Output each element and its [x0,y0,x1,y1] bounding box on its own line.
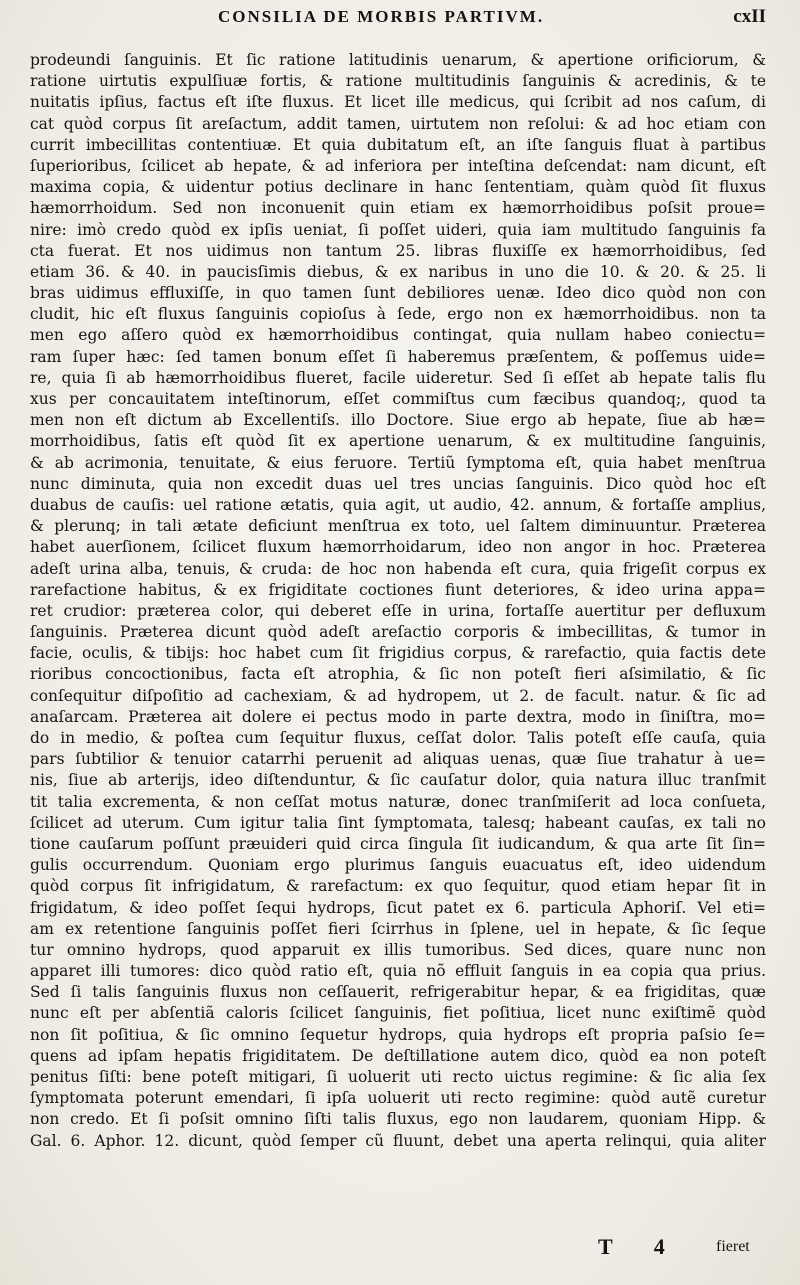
text-line: facie, oculis, & tibijs: hoc habet cum ſit frigidius corpus, & rarefactio, quia factis dete [30,644,766,663]
text-line: prodeundi ſanguinis. Et ſic ratione latitudinis uenarum, & apertione orificiorum, & [30,51,766,69]
text-line: tit talia excrementa, & non ceſſat motus naturæ, donec tranſmiſerit ad loca conſueta, [30,792,766,811]
text-line: & plerunq; in tali ætate deficiunt menſtrua ex toto, uel ſaltem diminuuntur. Præterea [30,517,766,536]
text-line: tione cauſarum poſſunt præuideri quid circa ſingula ſit iudicandum, & qua arte ſit ſin= [30,834,766,853]
text-line: adeſt urina alba, tenuis, & cruda: de hoc non habenda eſt cura, quia frigeſit corpus ex [30,559,766,578]
text-line: rioribus concoctionibus, facta eſt atrophia, & ſic non poteſt fieri aſsimilatio, & ſic [30,665,766,684]
body-text [30,50,766,1152]
text-line: nis, ſiue ab arterijs, ideo diſtenduntur, & ſic cauſatur dolor, quia natura illuc tranſmit [30,771,766,790]
text-line: Gal. 6. Aphor. 12. dicunt, quòd ſemper cũ fluunt, debet una aperta relinqui, quia aliter [30,1131,766,1150]
text-line: re, quia ſi ab hæmorrhoidibus flueret, facile uideretur. Sed ſi eſſet ab hepate talis flu [30,368,766,387]
text-line: tur omnino hydrops, quod apparuit ex illis tumoribus. Sed dices, quare nunc non [30,940,766,959]
text-line: Sed ſi talis ſanguinis fluxus non ceſſauerit, refrigerabitur hepar, & ea frigiditas, quæ [30,983,766,1002]
text-line: men ego aſſero quòd ex hæmorrhoidibus contingat, quia nullam habeo coniectu= [30,326,766,345]
text-line: pars ſubtilior & tenuior catarrhi peruenit ad aliquas uenas, quæ ſiue trahatur à ue= [30,750,766,769]
text-line: penitus ſiſti: bene poteſt mitigari, ſi uoluerit uti recto uictus regimine: & ſic alia ſex [30,1068,766,1086]
signature-mark: T 4 [598,1234,683,1259]
text-line: ram ſuper hæc: ſed tamen bonum eſſet ſi haberemus præſentem, & poſſemus uide= [30,347,766,366]
text-line: ratione uirtutis expulſiuæ fortis, & ratione multitudinis ſanguinis & acredinis, & te [30,72,766,91]
text-line: anaſarcam. Præterea ait dolere ei pectus modo in parte dextra, modo in ſiniſtra, mo= [30,707,766,726]
text-line: quòd corpus ſit infrigidatum, & rarefactum: ex quo ſequitur, quod etiam hepar ſit in [30,877,766,896]
text-line: cludit, hic eſt fluxus ſanguinis copioſus à ſede, ergo non ex hæmorrhoidibus. non ta [30,305,766,324]
text-line: ſymptomata poterunt emendari, ſi ipſa uoluerit uti recto regimine: quòd autẽ curetur [30,1089,766,1108]
text-line: hæmorrhoidum. Sed non inconuenit quin etiam ex hæmorrhoidibus poſsit proue= [30,199,766,218]
text-line: non ſit poſitiua, & ſic omnino ſequetur hydrops, quia hydrops eſt propria paſsio ſe= [30,1025,766,1044]
text-line: ſcilicet ad uterum. Cum igitur talia ſint ſymptomata, talesq; habeant cauſas, ex tali no [30,813,766,832]
page-footer [0,1234,800,1262]
text-line: maxima copia, & uidentur potius declinare in hanc ſententiam, quàm quòd ſit fluxus [30,178,766,197]
text-line: etiam 36. & 40. in paucisſimis diebus, & ex naribus in uno die 10. & 20. & 25. li [30,262,766,281]
text-line: & ab acrimonia, tenuitate, & eius feruore. Tertiũ ſymptoma eſt, quia habet menſtrua [30,453,766,472]
text-line: cta fuerat. Et nos uidimus non tantum 25. libras fluxiſſe ex hæmorrhoidibus, ſed [30,241,766,260]
text-line: cat quòd corpus ſit areſactum, addit tamen, uirtutem non reſolui: & ad hoc etiam con [30,114,766,133]
text-line: nuitatis ipſius, factus eſt iſte fluxus. Et licet ille medicus, qui ſcribit ad nos caſum, di [30,93,766,112]
text-line: habet auerſionem, ſcilicet fluxum hæmorrhoidarum, ideo non angor in hoc. Præterea [30,538,766,557]
text-line: conſequitur diſpoſitio ad cachexiam, & ad hydropem, ut 2. de facult. natur. & ſic ad [30,686,766,705]
text-line: ret crudior: præterea color, qui deberet eſſe in urina, fortaſſe auertitur per defluxum [30,601,766,620]
text-line: xus per concauitatem inteſtinorum, eſſet commiſtus cum fæcibus quandoq;, quod ta [30,390,766,408]
text-line: ſanguinis. Præterea dicunt quòd adeſt areſactio corporis & imbecillitas, & tumor in [30,623,766,642]
text-line: bras uidimus effluxiſſe, in quo tamen ſunt debiliores uenæ. Ideo dico quòd non con [30,284,766,303]
text-line: frigidatum, & ideo poſſet ſequi hydrops, ſicut patet ex 6. particula Aphoriſ. Vel eti= [30,898,766,917]
text-line: gulis occurrendum. Quoniam ergo plurimus ſanguis euacuatus eſt, ideo uidendum [30,856,766,875]
text-line: nunc diminuta, quia non excedit duas uel tres uncias ſanguinis. Dico quòd hoc eſt [30,474,766,493]
text-line: apparet illi tumores: dico quòd ratio eſt, quia nõ effluit ſanguis in ea copia qua prius. [30,962,766,981]
text-line: ſuperioribus, ſcilicet ab hepate, & ad inferiora per inteſtina deſcendat: nam dicunt, eſt [30,156,766,175]
page-header [30,6,766,46]
text-line: rarefactione habitus, & ex frigiditate coctiones fiunt deteriores, & ideo urina appa= [30,580,766,599]
text-line: do in medio, & poſtea cum ſequitur fluxus, ceſſat dolor. Talis poteſt eſſe cauſa, quia [30,729,766,747]
text-line: nire: imò credo quòd ex ipſis ueniat, ſi poſſet uideri, quia iam multitudo ſanguinis fa [30,220,766,239]
running-title: CONSILIA DE MORBIS PARTIVM. [218,7,545,26]
text-line: quens ad ipſam hepatis frigiditatem. De deſtillatione autem dico, quòd ea non poteſt [30,1046,766,1065]
folio-number: cxII [733,6,766,27]
text-line: nunc eſt per abſentiã caloris ſcilicet ſanguinis, fiet poſitiua, licet nunc exiſtimẽ quòd [30,1004,766,1023]
text-line: men non eſt dictum ab Excellentiſs. illo Doctore. Siue ergo ab hepate, ſiue ab hæ= [30,411,766,430]
text-line: non credo. Et ſi poſsit omnino ſiſti talis fluxus, ego non laudarem, quoniam Hipp. & [30,1110,766,1129]
text-line: currit imbecillitas contentiuæ. Et quia dubitatum eſt, an iſte ſanguis fluat à partibus [30,135,766,154]
text-line: morrhoidibus, ſatis eſt quòd ſit ex apertione uenarum, & ex multitudine ſanguinis, [30,432,766,451]
text-line: am ex retentione ſanguinis poſſet fieri ſcirrhus in ſplene, uel in hepate, & ſic ſeque [30,919,766,938]
text-line: duabus de cauſis: uel ratione ætatis, quia agit, ut audio, 42. annum, & fortaſſe amplius, [30,495,766,514]
catchword: fieret [716,1238,750,1255]
